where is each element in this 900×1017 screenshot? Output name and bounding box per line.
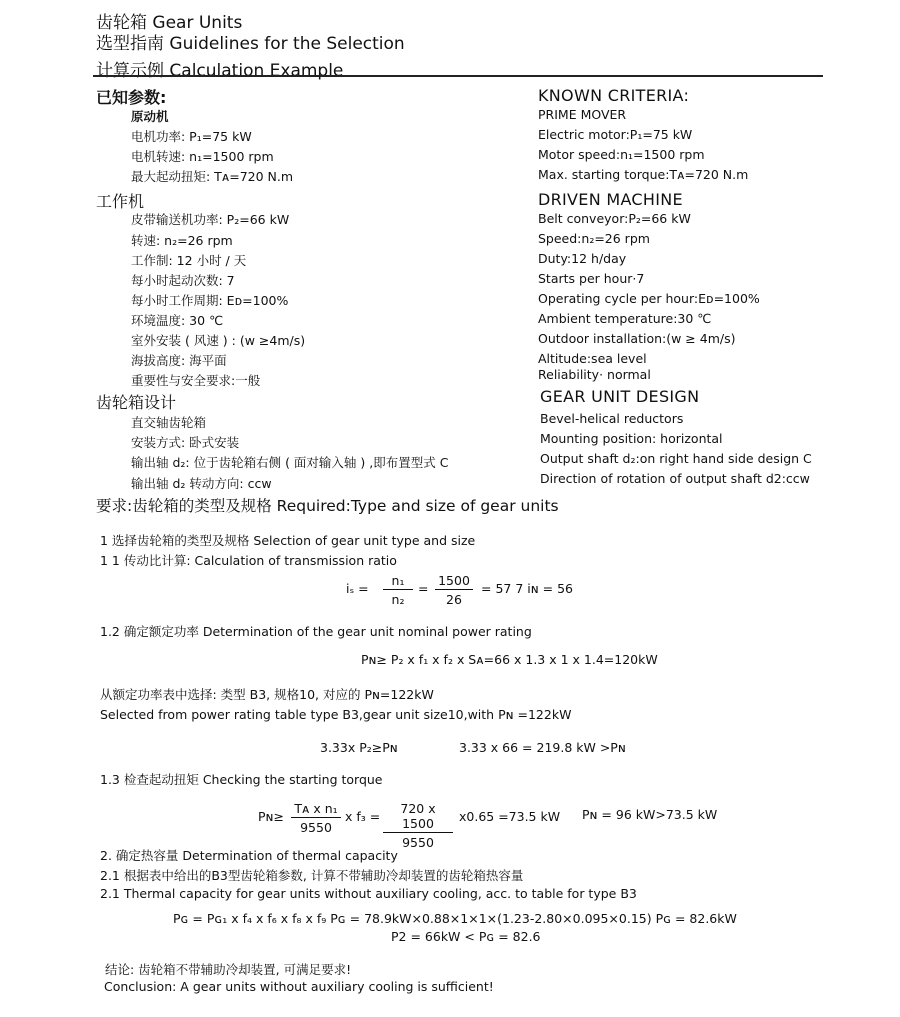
torque-result: Pɴ = 96 kW>73.5 kW — [582, 807, 718, 822]
step11-heading: 1 1 传动比计算: Calculation of transmission ratio — [100, 553, 397, 568]
design-item-cn: 安装方式: 卧式安装 — [131, 435, 240, 450]
dm-item-en: Starts per hour·7 — [538, 271, 645, 286]
conclusion-en: Conclusion: A gear units without auxiliary cooling is sufficient! — [104, 979, 494, 994]
required-heading: 要求:齿轮箱的类型及规格 Required:Type and size of gear units — [96, 497, 559, 515]
power-formula: Pɴ≥ P₂ x f₁ x f₂ x Sᴀ=66 x 1.3 x 1 x 1.4=120kW — [361, 652, 658, 667]
step1-heading: 1 选择齿轮箱的类型及规格 Selection of gear unit type and size — [100, 533, 476, 548]
design-title-en: GEAR UNIT DESIGN — [540, 387, 700, 406]
dm-item-cn: 重要性与安全要求:一般 — [131, 373, 261, 388]
header-divider — [93, 75, 823, 77]
dm-item-en: Operating cycle per hour:Eᴅ=100% — [538, 291, 760, 306]
design-item-cn: 输出轴 d₂: 位于齿轮箱右侧 ( 面对输入轴 ) ,即布置型式 C — [131, 455, 449, 470]
select-en: Selected from power rating table type B3,gear unit size10,with Pɴ =122kW — [100, 707, 572, 722]
torque-den1: 9550 — [300, 820, 332, 835]
dm-item-en: Duty:12 h/day — [538, 251, 627, 266]
header-title-line2: 选型指南 Guidelines for the Selection — [96, 34, 405, 54]
step21-en: 2.1 Thermal capacity for gear units without auxiliary cooling, acc. to table for type B3 — [100, 886, 637, 901]
torque-num1: Tᴀ x n₁ — [291, 801, 341, 818]
design-item-en: Output shaft d₂:on right hand side design C — [540, 451, 812, 466]
step21-cn: 2.1 根据表中给出的B3型齿轮箱参数, 计算不带辅助冷却装置的齿轮箱热容量 — [100, 868, 524, 883]
prime-mover-en: PRIME MOVER — [538, 107, 627, 122]
check-left: 3.33x P₂≥Pɴ — [320, 740, 398, 755]
ratio-num: 1500 — [435, 573, 473, 590]
design-item-en: Direction of rotation of output shaft d2:ccw — [540, 471, 810, 486]
thermal-check: P2 = 66kW < Pɢ = 82.6 — [391, 929, 541, 944]
dm-item-cn: 环境温度: 30 ℃ — [131, 313, 224, 328]
driven-title-cn: 工作机 — [96, 192, 145, 211]
select-cn: 从额定功率表中选择: 类型 B3, 规格10, 对应的 Pɴ=122kW — [100, 687, 434, 702]
dm-item-en: Reliability· normal — [538, 367, 651, 382]
ratio-lhs: iₛ = — [346, 581, 369, 596]
ratio-fraction-numeric — [435, 573, 473, 607]
pm-item-en: Motor speed:n₁=1500 rpm — [538, 147, 705, 162]
ratio-n1: n₁ — [383, 573, 413, 590]
design-title-cn: 齿轮箱设计 — [96, 393, 177, 412]
ratio-n2: n₂ — [391, 592, 405, 607]
dm-item-cn: 工作制: 12 小时 / 天 — [131, 253, 247, 268]
torque-den2: 9550 — [402, 835, 434, 850]
torque-rest: x0.65 =73.5 kW — [459, 809, 561, 824]
dm-item-en: Speed:n₂=26 rpm — [538, 231, 650, 246]
design-item-cn: 输出轴 d₂ 转动方向: ccw — [131, 476, 272, 491]
known-title-en: KNOWN CRITERIA: — [538, 86, 690, 105]
design-item-cn: 直交轴齿轮箱 — [131, 415, 207, 430]
dm-item-en: Ambient temperature:30 ℃ — [538, 311, 712, 326]
dm-item-en: Belt conveyor:P₂=66 kW — [538, 211, 691, 226]
conclusion-cn: 结论: 齿轮箱不带辅助冷却装置, 可满足要求! — [105, 962, 352, 977]
torque-fraction-symbolic — [291, 801, 341, 835]
check-right: 3.33 x 66 = 219.8 kW >Pɴ — [459, 740, 626, 755]
thermal-formula: Pɢ = Pɢ₁ x f₄ x f₆ x f₈ x f₉ Pɢ = 78.9kW×0.88×1×1×(1.23-2.80×0.095×0.15) Pɢ = 82.6kW — [173, 911, 737, 926]
dm-item-cn: 海拔高度: 海平面 — [131, 353, 227, 368]
dm-item-en: Outdoor installation:(w ≥ 4m/s) — [538, 331, 736, 346]
pm-item-cn: 电机转速: n₁=1500 rpm — [131, 149, 274, 164]
header-title-line3: 计算示例 Calculation Example — [96, 61, 344, 81]
torque-num2: 720 x 1500 — [383, 801, 453, 833]
ratio-den: 26 — [446, 592, 462, 607]
torque-lhs: Pɴ≥ — [258, 809, 284, 824]
dm-item-cn: 每小时工作周期: Eᴅ=100% — [131, 293, 289, 308]
header-title-line1: 齿轮箱 Gear Units — [96, 13, 243, 33]
driven-title-en: DRIVEN MACHINE — [538, 190, 683, 209]
ratio-result: = 57 7 iɴ = 56 — [481, 581, 573, 596]
torque-mid: x f₃ = — [345, 809, 381, 824]
dm-item-cn: 皮带输送机功率: P₂=66 kW — [131, 212, 290, 227]
step13-heading: 1.3 检查起动扭矩 Checking the starting torque — [100, 772, 383, 787]
known-title-cn: 已知参数: — [96, 88, 167, 107]
dm-item-cn: 室外安装 ( 风速 ) : (w ≥4m/s) — [131, 333, 306, 348]
pm-item-en: Electric motor:P₁=75 kW — [538, 127, 693, 142]
step2-heading: 2. 确定热容量 Determination of thermal capacity — [100, 848, 398, 863]
ratio-eq: = — [418, 581, 429, 596]
pm-item-cn: 最大起动扭矩: Tᴀ=720 N.m — [131, 169, 294, 184]
dm-item-cn: 每小时起动次数: 7 — [131, 273, 235, 288]
design-item-en: Mounting position: horizontal — [540, 431, 723, 446]
dm-item-cn: 转速: n₂=26 rpm — [131, 233, 233, 248]
pm-item-en: Max. starting torque:Tᴀ=720 N.m — [538, 167, 749, 182]
prime-mover-cn: 原动机 — [131, 109, 169, 124]
design-item-en: Bevel-helical reductors — [540, 411, 684, 426]
torque-fraction-numeric — [383, 801, 453, 850]
dm-item-en: Altitude:sea level — [538, 351, 647, 366]
pm-item-cn: 电机功率: P₁=75 kW — [131, 129, 252, 144]
step12-heading: 1.2 确定额定功率 Determination of the gear unit nominal power rating — [100, 624, 532, 639]
ratio-fraction-symbolic — [383, 573, 413, 607]
